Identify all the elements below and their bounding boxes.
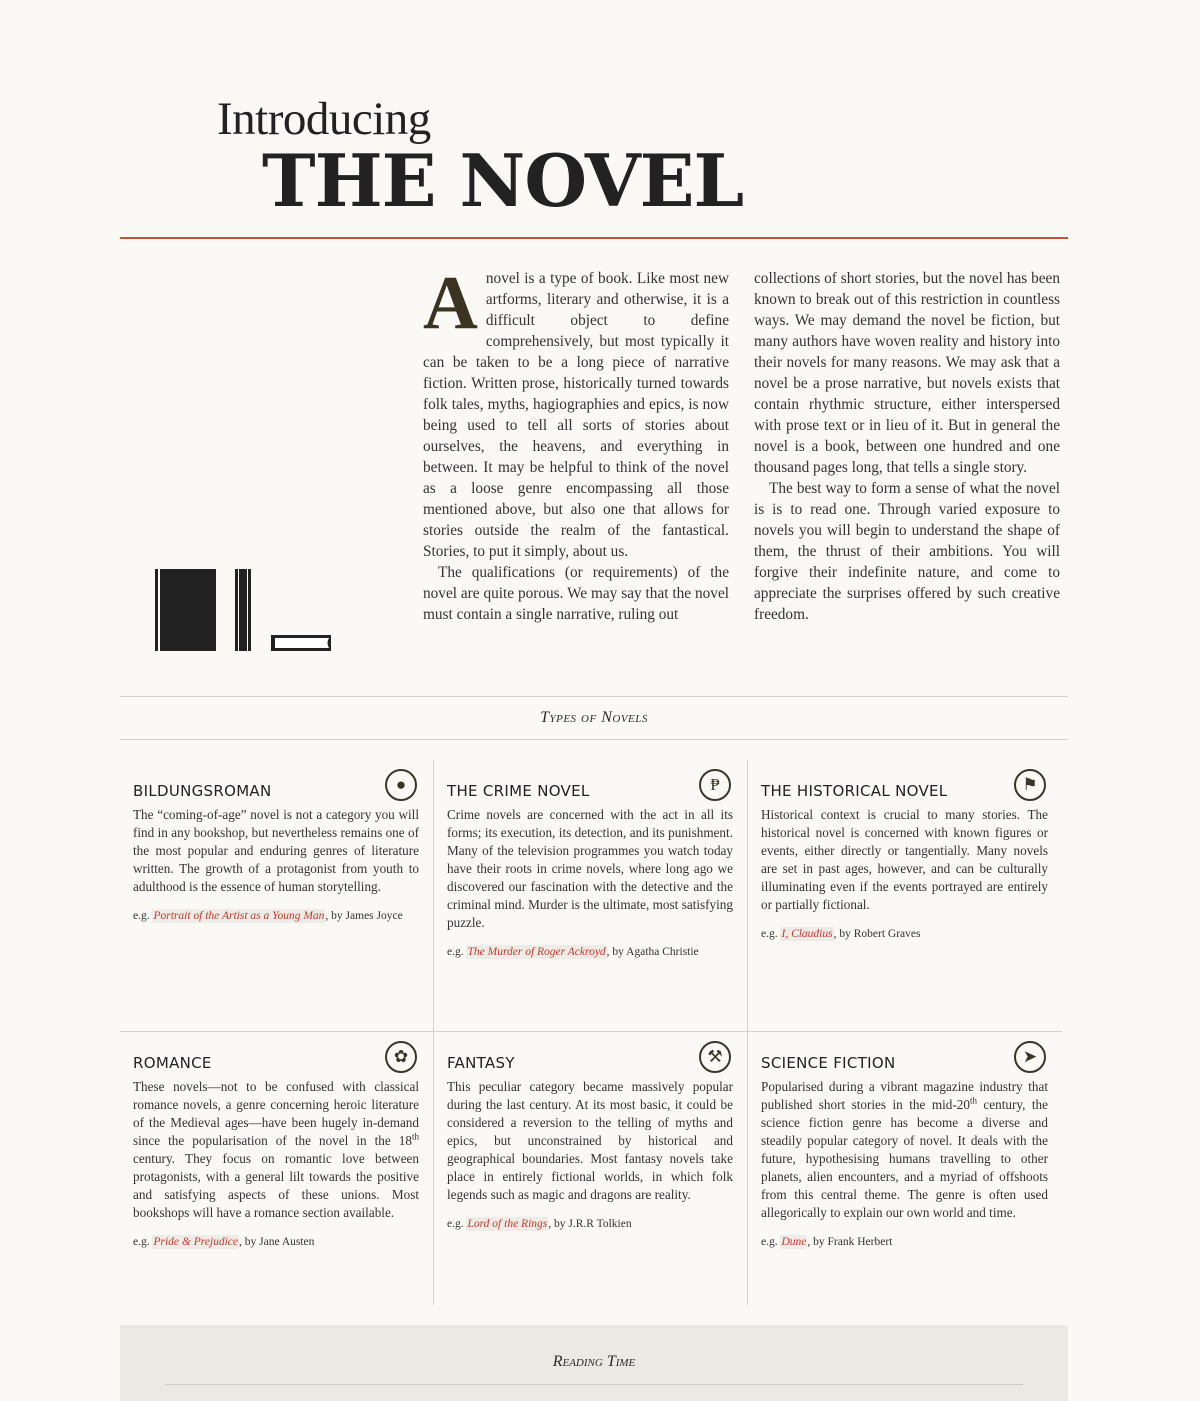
- book-front-icon: [155, 569, 216, 651]
- genre-example: e.g. Dune, by Frank Herbert: [761, 1236, 893, 1248]
- book-spine-icon: [235, 569, 251, 651]
- book-link[interactable]: The Murder of Roger Ackroyd: [467, 946, 606, 958]
- intro-paragraph: novel is a type of book. Like most new artforms, literary and otherwise, it is a difficult object to define comprehensively, but most typically it can be taken to be a long piece of narrative fiction. Written prose, historically turned towards folk tales, myths, hagiographies and epics, is now being used to tell all sorts of stories about ourselves, the heavens, and everything in between. It may be helpful to think of the novel as a loose genre encompassing all those mentioned above, but also one that allows for stories outside the realm of the fantastical. Stories, to put it simply, about us.: [423, 270, 729, 560]
- intro-paragraph: The best way to form a sense of what the novel is is to read one. Through varied exposure to novels you will begin to understand the shape of them, the thrust of their ambitions. You will forgive their indefinite nature, and come to appreciate the surprises offered by such creative freedom.: [754, 480, 1060, 623]
- book-link[interactable]: Portrait of the Artist as a Young Man: [153, 910, 325, 922]
- genre-card: [748, 760, 1062, 1032]
- drop-cap: A: [423, 261, 478, 345]
- genre-example: e.g. Lord of the Rings, by J.R.R Tolkien: [447, 1218, 632, 1230]
- genre-card: [434, 1032, 748, 1305]
- genre-title: SCIENCE FICTION: [761, 1054, 896, 1072]
- genre-title: FANTASY: [447, 1054, 515, 1072]
- intro-column-1: [423, 261, 729, 625]
- genre-title: ROMANCE: [133, 1054, 212, 1072]
- books-illustration: [155, 569, 335, 653]
- intro-column-2: [754, 268, 1060, 625]
- genre-title: THE CRIME NOVEL: [447, 782, 590, 800]
- page-title: THE NOVEL: [262, 138, 744, 223]
- silhouette-icon: ●: [385, 769, 417, 801]
- flag-icon: ⚑: [1014, 769, 1046, 801]
- axe-icon: ⚒: [699, 1041, 731, 1073]
- noose-icon: ₱: [699, 769, 731, 801]
- raygun-icon: ➤: [1014, 1041, 1046, 1073]
- genre-body: Crime novels are concerned with the act in all its forms; its execution, its detection, and its punishment. Many of the television programmes you watch today have their roots in crime novels, where long ago we discovered our fascination with the detective and the criminal mind. Murder is the ultimate, most satisfying puzzle.: [447, 807, 733, 930]
- genre-body: This peculiar category became massively popular during the last century. At its most basic, it could be considered a reversion to the telling of myths and epics, but unconstrained by historical and geographical boundaries. Most fantasy novels take place in entirely fictional worlds, in which folk legends such as magic and dragons are reality.: [447, 1079, 733, 1202]
- book-link[interactable]: Lord of the Rings: [467, 1218, 548, 1230]
- genre-body: Popularised during a vibrant magazine industry that published short stories in the mid-20th century, the science fiction genre has become a diverse and steadily popular category of novel. It deals with the future, hypothesising humans travelling to other planets, alien encounters, and a myriad of offshoots from this central theme. The genre is often used allegorically to explain our own world and time.: [761, 1079, 1048, 1220]
- book-link[interactable]: Dune: [781, 1236, 807, 1248]
- reading-time-section: [120, 1325, 1068, 1401]
- genre-card: [120, 1032, 434, 1305]
- reading-time-heading: Reading Time: [552, 1353, 636, 1370]
- intro-word: Introducing: [217, 93, 431, 145]
- genre-card: [748, 1032, 1062, 1305]
- genre-card: [434, 760, 748, 1032]
- intro-paragraph: The qualifications (or requirements) of the novel are quite porous. We may say that the novel must contain a single narrative, ruling out: [423, 564, 729, 623]
- genre-body: The “coming-of-age” novel is not a category you will find in any bookshop, but nevertheless remains one of the most popular and enduring genres of literature written. The growth of a protagonist from youth to adulthood is the essence of human storytelling.: [133, 807, 419, 894]
- book-lying-icon: [271, 635, 331, 651]
- section-divider: [165, 1384, 1023, 1385]
- genre-example: e.g. Pride & Prejudice, by Jane Austen: [133, 1236, 315, 1248]
- types-grid: [120, 760, 1062, 1305]
- book-link[interactable]: I, Claudius: [781, 928, 833, 940]
- title-divider: [120, 237, 1068, 239]
- types-heading: Types of Novels: [120, 696, 1068, 740]
- genre-body: These novels—not to be confused with classical romance novels, a genre concerning heroic literature of the Medieval ages—have been hugely in-demand since the popularisation of the novel in the 18th century. They focus on romantic love between protagonists, with a general lilt towards the positive and satisfying aspects of these unions. Most bookshops will have a romance section available.: [133, 1079, 419, 1220]
- genre-title: THE HISTORICAL NOVEL: [761, 782, 948, 800]
- book-link[interactable]: Pride & Prejudice: [153, 1236, 239, 1248]
- genre-example: e.g. Portrait of the Artist as a Young Man, by James Joyce: [133, 910, 403, 922]
- rose-icon: ✿: [385, 1041, 417, 1073]
- genre-title: BILDUNGSROMAN: [133, 782, 272, 800]
- genre-body: Historical context is crucial to many stories. The historical novel is concerned with known figures or events, either directly or tangentially. Many novels are set in past ages, however, and can be culturally illuminating even if the events portrayed are entirely or partially fictional.: [761, 807, 1048, 912]
- genre-example: e.g. I, Claudius, by Robert Graves: [761, 928, 921, 940]
- genre-card: [120, 760, 434, 1032]
- genre-example: e.g. The Murder of Roger Ackroyd, by Agatha Christie: [447, 946, 699, 958]
- intro-paragraph: collections of short stories, but the novel has been known to break out of this restriction in countless ways. We may demand the novel be fiction, but many authors have woven reality and history into their novels for many reasons. We may ask that a novel be a prose narrative, but novels exists that contain rhythmic structure, either interspersed with prose text or in lieu of it. But in general the novel is a book, between one hundred and one thousand pages long, that tells a single story.: [754, 270, 1060, 476]
